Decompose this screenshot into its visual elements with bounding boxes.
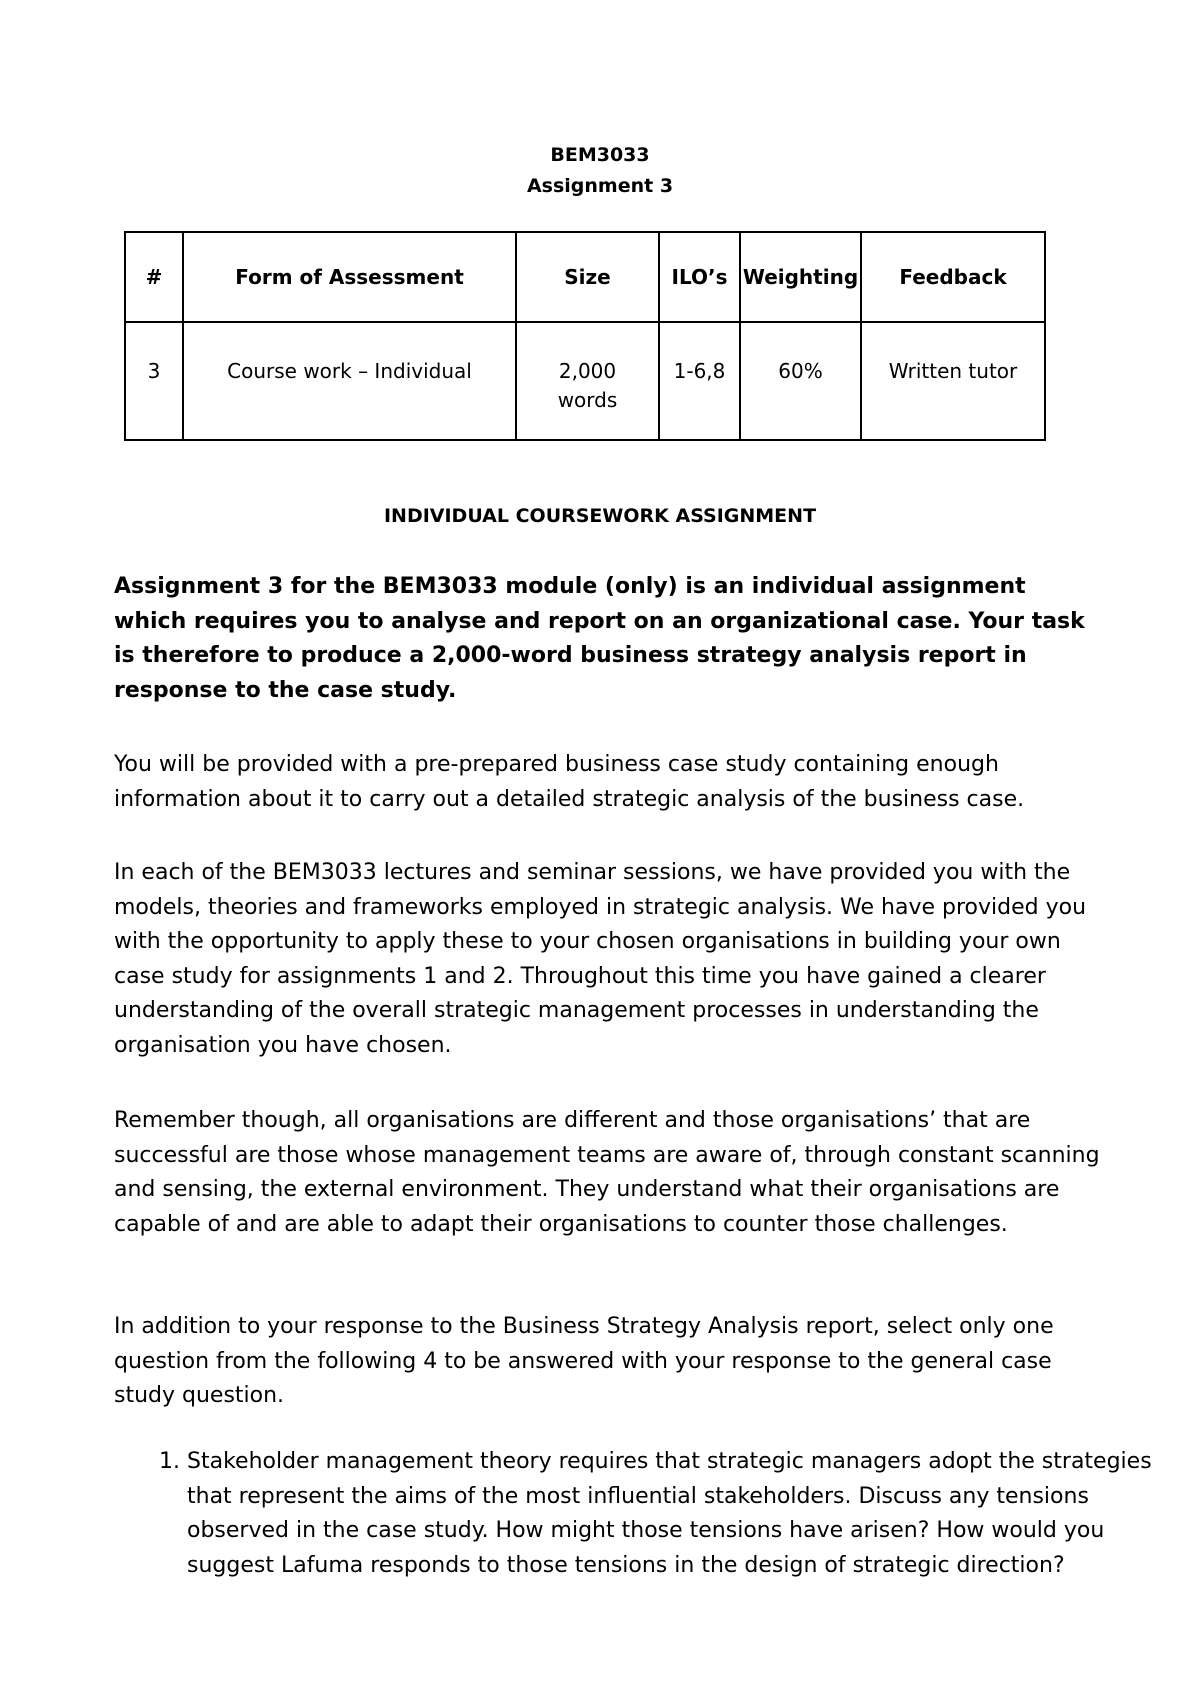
cell-size-line1: 2,000 (558, 359, 617, 383)
paragraph-4-block (114, 1104, 1104, 1242)
header-feedback: Feedback (861, 232, 1045, 322)
paragraph-2: You will be provided with a pre-prepared business case study containing enough information about it to carry out a detailed strategic analysis of the business case. (114, 752, 1025, 812)
header-number: # (125, 232, 183, 322)
list-item: 1. Stakeholder management theory requires that strategic managers adopt the strategies that represent the aims of the most influential stakeholders. Discuss any tensions observed in the case study. How might those tensions have arisen? How would you suggest Lafuma responds to those tensions in the design of strategic direction? (187, 1445, 1177, 1583)
cell-size (516, 322, 659, 440)
table-header-row (125, 232, 1045, 322)
cell-form: Course work – Individual (183, 322, 516, 440)
cell-number: 3 (125, 322, 183, 440)
paragraph-4: Remember though, all organisations are different and those organisations’ that are successful are those whose management teams are aware of, through constant scanning and sensing, the external environment. They understand what their organisations are capable of and are able to adapt their organisations to counter those challenges. (114, 1108, 1100, 1237)
question-list (114, 1445, 1177, 1583)
header-size: Size (516, 232, 659, 322)
paragraph-2-block (114, 748, 1104, 817)
assessment-table (124, 231, 1046, 441)
cell-size-line2: words (557, 388, 618, 412)
assignment-title: Assignment 3 (526, 175, 674, 197)
intro-paragraph: Assignment 3 for the BEM3033 module (only) is an individual assignment which requires you to analyse and report on an organizational case. Your task is therefore to produce a 2,000-word business strategy analysis report in response to the case study. (114, 574, 1085, 703)
document-heading (0, 140, 1200, 202)
cell-weighting: 60% (740, 322, 861, 440)
paragraph-3-block (114, 856, 1104, 1063)
module-code: BEM3033 (550, 144, 650, 166)
cell-ilos: 1-6,8 (659, 322, 740, 440)
paragraph-5: In addition to your response to the Business Strategy Analysis report, select only one question from the following 4 to be answered with your response to the general case study question. (114, 1314, 1054, 1408)
intro-paragraph-block (114, 570, 1104, 708)
header-ilos: ILO’s (659, 232, 740, 322)
paragraph-5-block (114, 1310, 1104, 1414)
cell-feedback: Written tutor (861, 322, 1045, 440)
paragraph-3: In each of the BEM3033 lectures and seminar sessions, we have provided you with the models, theories and frameworks employed in strategic analysis. We have provided you with the opportunity to apply these to your chosen organisations in building your own case study for assignments 1 and 2. Throughout this time you have gained a clearer understanding of the overall strategic management processes in understanding the organisation you have chosen. (114, 860, 1087, 1058)
table-row (125, 322, 1045, 440)
header-weighting: Weighting (740, 232, 861, 322)
section-title: INDIVIDUAL COURSEWORK ASSIGNMENT (383, 505, 817, 527)
header-form: Form of Assessment (183, 232, 516, 322)
